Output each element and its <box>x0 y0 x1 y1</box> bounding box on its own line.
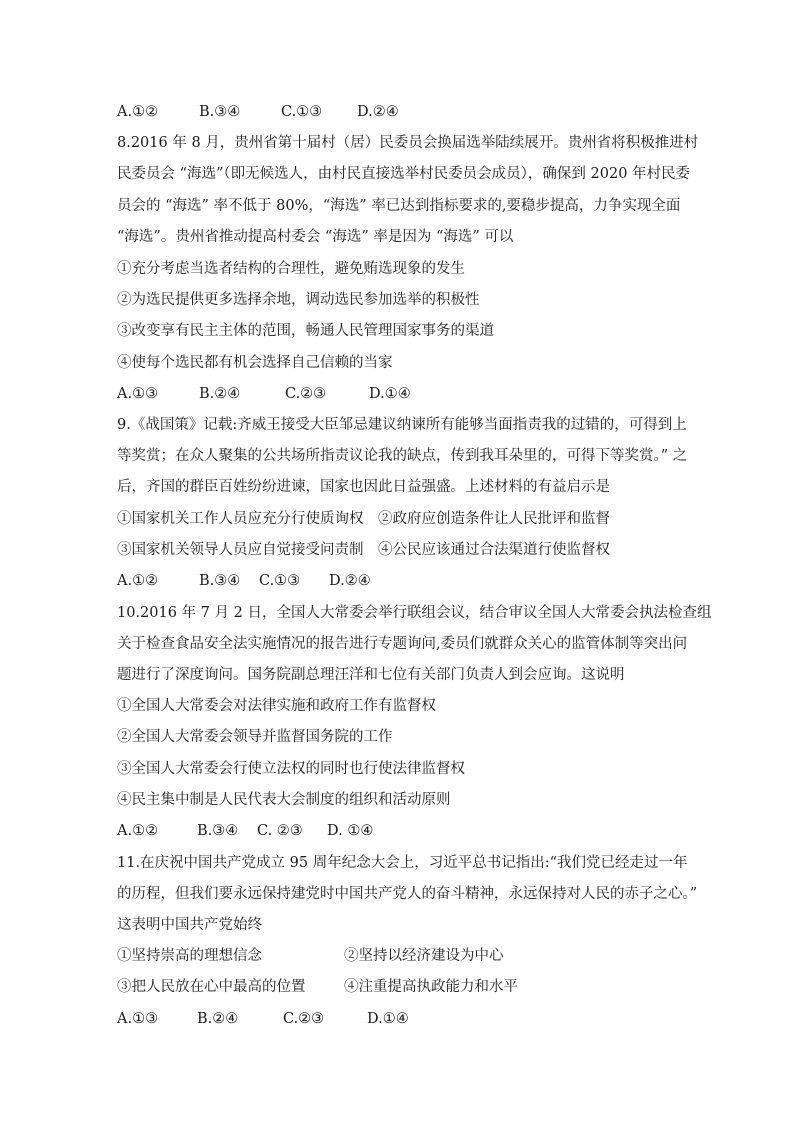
q11-stem-line-3: 这表明中国共产党始终 <box>117 917 262 933</box>
q11-options <box>117 1009 704 1029</box>
q9-option-b: B.③④ <box>199 573 241 589</box>
q11-item-4: ④注重提高执政能力和水平 <box>344 979 518 995</box>
q10-item-2: ②全国人大常委会领导并监督国务院的工作 <box>117 729 393 745</box>
q8-item-4: ④使每个选民都有机会选择自己信赖的当家 <box>117 355 393 371</box>
q8-option-d: D.①④ <box>369 386 411 402</box>
q9-stem-line-2: 等奖赏；在众人聚集的公共场所指责议论我的缺点，传到我耳朵里的，可得下等奖赏。” 之 <box>117 448 688 464</box>
q9-stem-line-1: 9.《战国策》记载:齐威王接受大臣邹忌建议纳谏所有能够当面指责我的过错的，可得到上 <box>117 417 687 433</box>
q9-options <box>117 571 704 591</box>
q11-item-row-2 <box>117 977 704 997</box>
q10-option-c: C. ②③ <box>257 823 303 839</box>
q9-item-row-2: ③国家机关领导人员应自觉接受问责制 ④公民应该通过合法渠道行使监督权 <box>117 542 610 558</box>
q10-options <box>117 821 704 841</box>
q8-stem-line-2: 民委员会 “海选”（即无候选人，由村民直接选举村民委员会成员），确保到 2020 年村民委 <box>117 166 691 182</box>
q8-stem-line-3: 员会的 “海选” 率不低于 80%，“海选” 率已达到指标要求的,要稳步提高，力争实现全面 <box>117 198 681 214</box>
q8-stem-line-4: “海选”。贵州省推动提高村委会 “海选” 率是因为 “海选” 可以 <box>117 229 514 245</box>
q10-option-a: A.①② <box>117 823 159 839</box>
q9-option-a: A.①② <box>117 573 159 589</box>
q10-option-b: B.③④ <box>197 823 239 839</box>
q8-stem-line-1: 8.2016 年 8 月，贵州省第十届村（居）民委员会换届选举陆续展开。贵州省将积极推进村 <box>117 135 699 151</box>
q10-stem-line-2: 关于检查食品安全法实施情况的报告进行专题询问,委员们就群众关心的监管体制等突出问 <box>117 636 688 652</box>
q8-item-2: ②为选民提供更多选择余地，调动选民参加选举的积极性 <box>117 292 480 308</box>
q11-item-3: ③把人民放在心中最高的位置 <box>117 979 306 995</box>
q7-option-a: A.①② <box>117 104 159 120</box>
q10-stem-line-3: 题进行了深度询问。国务院副总理汪洋和七位有关部门负责人到会应询。这说明 <box>117 667 625 683</box>
q9-item-row-1: ①国家机关工作人员应充分行使质询权 ②政府应创造条件让人民批评和监督 <box>117 511 610 527</box>
q11-item-row-1 <box>117 946 704 966</box>
q7-option-b: B.③④ <box>199 104 241 120</box>
q10-item-3: ③全国人大常委会行使立法权的同时也行使法律监督权 <box>117 761 465 777</box>
q7-option-d: D.②④ <box>357 104 399 120</box>
q11-option-d: D.①④ <box>367 1011 409 1027</box>
q10-option-d: D. ①④ <box>327 823 374 839</box>
q11-option-b: B.②④ <box>197 1011 239 1027</box>
q10-item-1: ①全国人大常委会对法律实施和政府工作有监督权 <box>117 698 436 714</box>
q8-option-c: C.②③ <box>285 386 327 402</box>
q11-stem-line-1: 11.在庆祝中国共产党成立 95 周年纪念大会上，习近平总书记指出:“我们党已经走过一年 <box>117 855 688 871</box>
q7-options <box>117 102 704 122</box>
q8-item-3: ③改变享有民主主体的范围，畅通人民管理国家事务的渠道 <box>117 323 494 339</box>
q10-item-4: ④民主集中制是人民代表大会制度的组织和活动原则 <box>117 792 451 808</box>
q8-item-1: ①充分考虑当选者结构的合理性，避免贿选现象的发生 <box>117 261 465 277</box>
q9-stem-line-3: 后，齐国的群臣百姓纷纷进谏，国家也因此日益强盛。上述材料的有益启示是 <box>117 479 610 495</box>
q11-item-1: ①坚持崇高的理想信念 <box>117 948 262 964</box>
q9-option-c: C.①③ <box>259 573 301 589</box>
q8-option-b: B.②④ <box>199 386 241 402</box>
q9-option-d: D.②④ <box>329 573 371 589</box>
q11-option-c: C.②③ <box>283 1011 325 1027</box>
q10-stem-line-1: 10.2016 年 7 月 2 日，全国人大常委会举行联组会议，结合审议全国人大常委会执法检查组 <box>117 605 712 621</box>
q11-option-a: A.①③ <box>117 1011 159 1027</box>
q7-option-c: C.①③ <box>281 104 323 120</box>
q8-option-a: A.①③ <box>117 386 159 402</box>
q8-options <box>117 384 704 404</box>
q11-stem-line-2: 的历程，但我们要永远保持建党时中国共产党人的奋斗精神，永远保持对人民的赤子之心。” <box>117 886 698 902</box>
q11-item-2: ②坚持以经济建设为中心 <box>344 948 504 964</box>
